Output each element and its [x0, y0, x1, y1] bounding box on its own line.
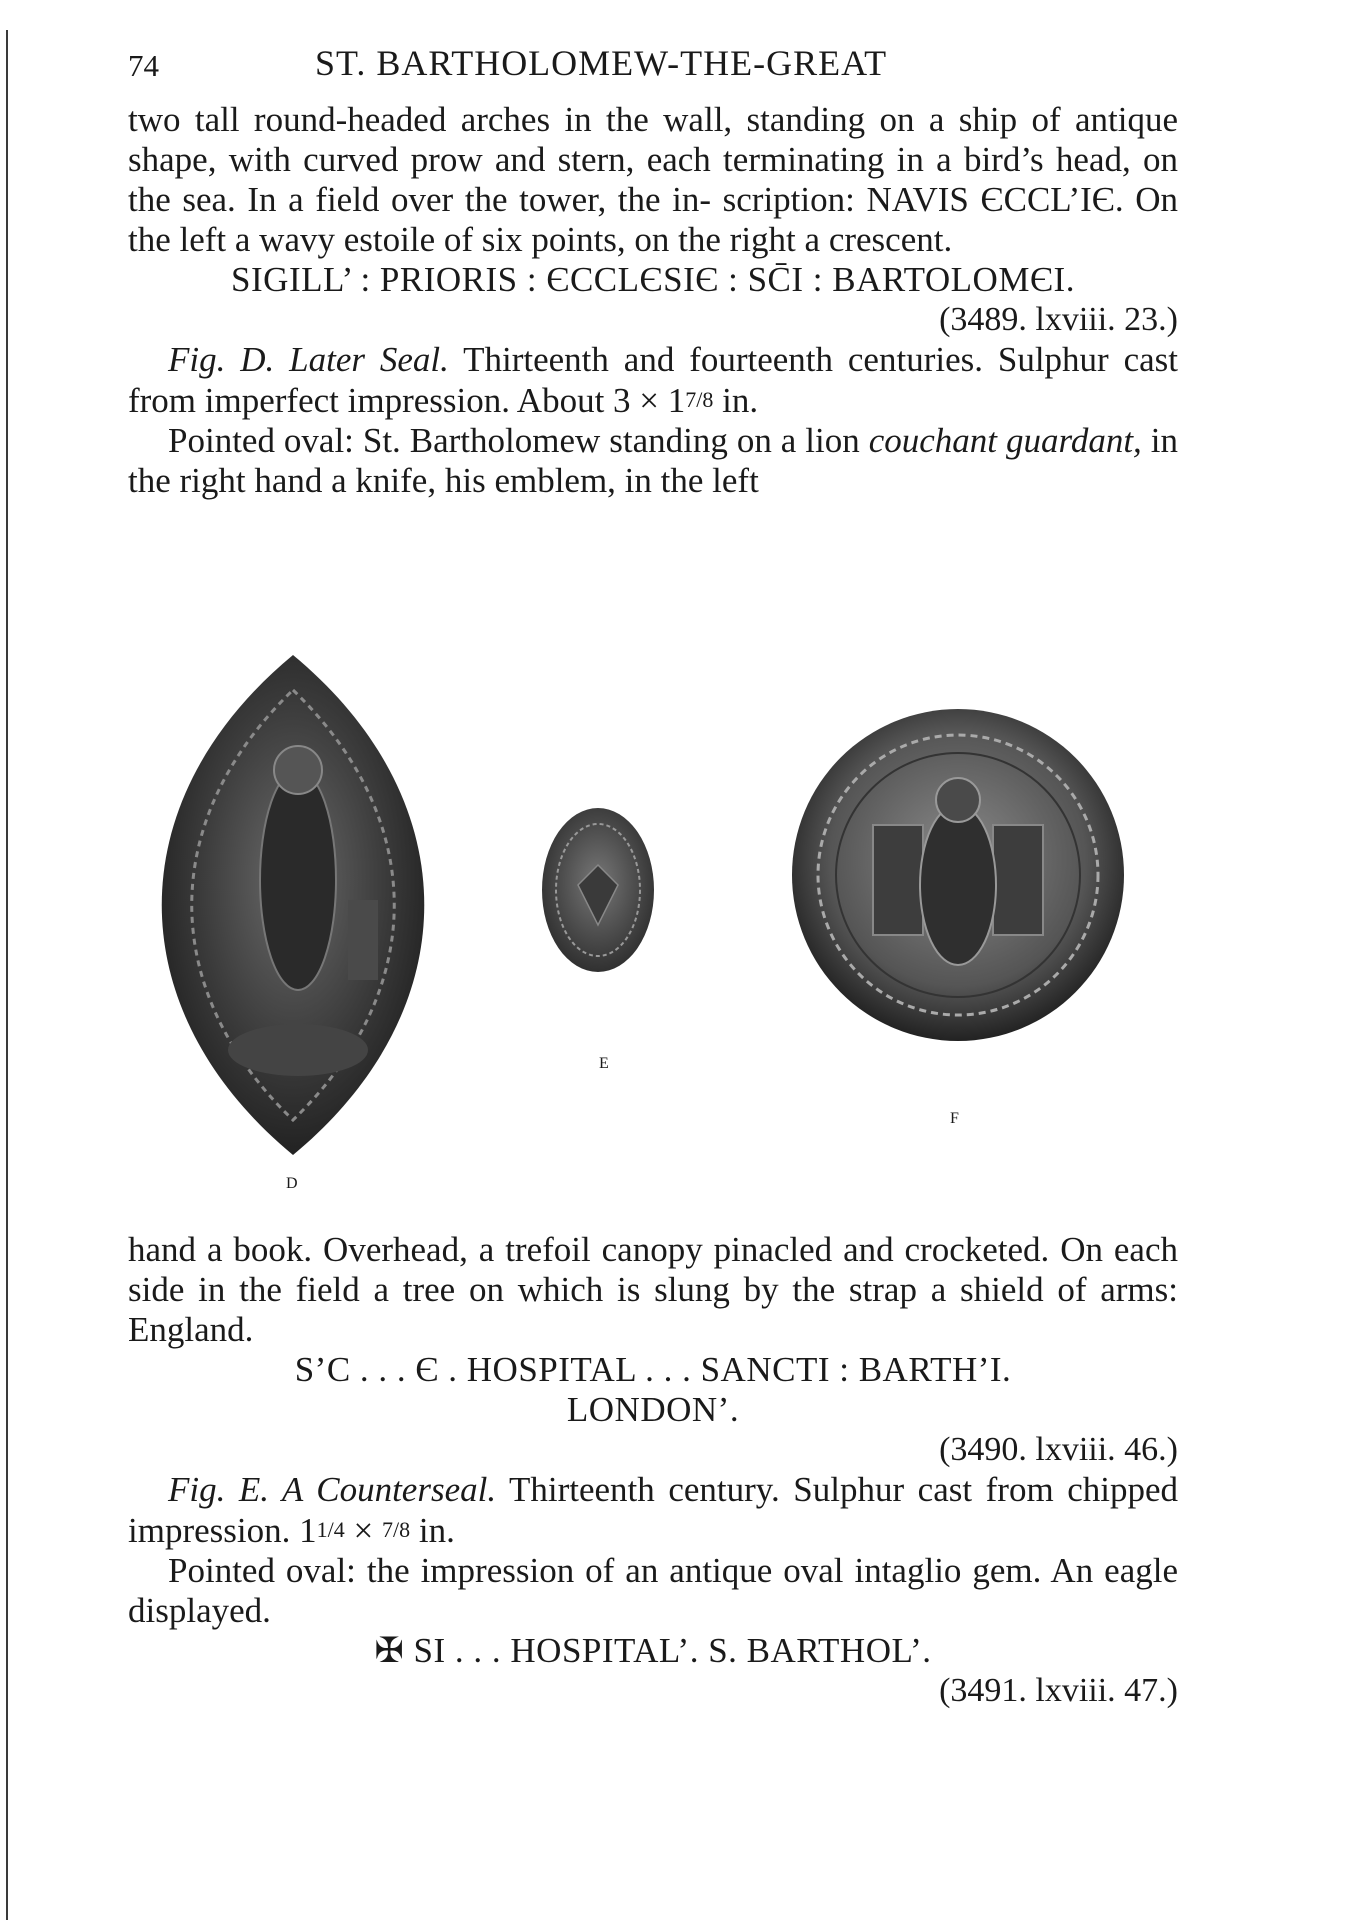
fig-e-pointed: Pointed oval: the impression of an antique oval intaglio gem. An eagle displayed. — [128, 1551, 1178, 1630]
fig-e-fraction-2: 7/8 — [381, 1517, 411, 1542]
fig-d-pointed — [128, 421, 1178, 501]
seal-legend-c: SIGILL’ : PRIORIS : ЄCCLЄSIЄ : SC̄I : BARTOLOMЄI. — [231, 260, 1075, 299]
fig-e-fraction-1: 1/4 — [316, 1517, 345, 1542]
seal-d-image — [138, 650, 448, 1160]
fig-e-desc-end: in. — [410, 1511, 455, 1550]
continuation-paragraph: two tall round-headed arches in the wall, standing on a ship of antique shape, with curved prow and stern, each terminating in a bird’s head, on the sea. In a field over the tower, the in- scription: NAVIS ЄCCL’IЄ. On the left a wavy estoile of six points, on the right a crescent. — [128, 100, 1178, 259]
seal-f-image — [788, 705, 1128, 1045]
seal-d-label: D — [286, 1175, 298, 1192]
fig-d-pointed-italic: couchant guardant, — [868, 421, 1142, 460]
page-header — [128, 38, 1178, 88]
seal-legend-d-line2: LONDON’. — [566, 1390, 740, 1429]
reference-e: (3491. lxviii. 47.) — [939, 1672, 1178, 1709]
fig-d-fraction: 7/8 — [685, 387, 714, 412]
seal-legend-e-text: SI . . . HOSPITAL’. S. BARTHOL’. — [413, 1631, 932, 1670]
binding-edge — [6, 30, 8, 1920]
fig-d-label: Fig. D. Later Seal. — [168, 340, 449, 379]
fig-d-description — [128, 340, 1178, 421]
fig-e-times: × — [344, 1511, 382, 1550]
text-block-top — [128, 100, 1178, 501]
fig-d-continuation: hand a book. Overhead, a trefoil canopy pinacled and crocketed. On each side in the field a tree on which is slung by the strap a shield of arms: England. — [128, 1230, 1178, 1349]
seal-e-image — [538, 805, 658, 975]
seal-e-label-visible: E — [599, 1055, 609, 1072]
running-head: ST. BARTHOLOMEW-THE-GREAT — [315, 43, 888, 83]
text-block-bottom — [128, 1230, 1178, 1711]
cross-icon: ✠ — [374, 1631, 405, 1670]
fig-d-desc: Thirteenth and fourteenth centuries. Sulphur cast from imperfect impression. About 3 × 1 — [128, 340, 1178, 420]
reference-c: (3489. lxviii. 23.) — [939, 301, 1178, 338]
reference-d: (3490. lxviii. 46.) — [939, 1431, 1178, 1468]
seal-f-label: F — [950, 1110, 959, 1127]
fig-e-desc: Thirteenth century. Sulphur cast from chipped impression. 1 — [128, 1470, 1178, 1550]
fig-d-pointed-end: in the right hand a knife, his emblem, in the left — [128, 421, 1178, 500]
seal-plate — [128, 640, 1178, 1195]
fig-e-label: Fig. E. A Counterseal. — [168, 1470, 497, 1509]
fig-d-pointed-text: Pointed oval: St. Bartholomew standing on a lion — [168, 421, 869, 460]
seal-legend-d-line1: S’C . . . Є . HOSPITAL . . . SANCTI : BARTH’I. — [294, 1350, 1012, 1389]
fig-e-description — [128, 1470, 1178, 1551]
seal-legend-e — [128, 1631, 1178, 1671]
fig-d-desc-end: in. — [713, 381, 759, 420]
page-number: 74 — [128, 48, 159, 83]
